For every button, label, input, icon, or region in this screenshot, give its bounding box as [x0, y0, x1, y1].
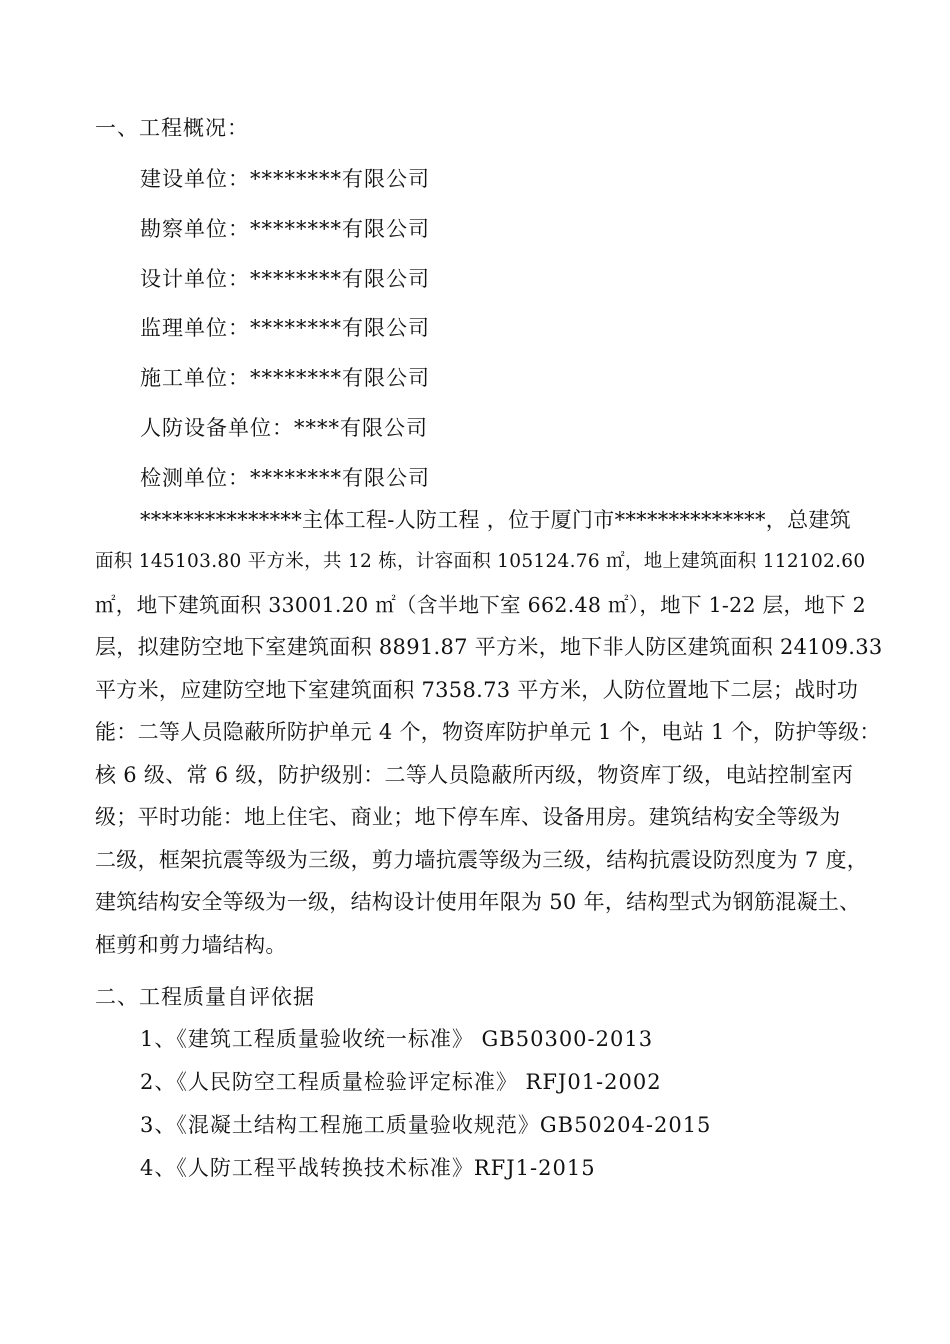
overview-line: 二级，框架抗震等级为三级，剪力墙抗震等级为三级，结构抗震设防烈度为 7 度， [95, 848, 869, 872]
section-heading-quality-basis: 二、工程质量自评依据 [95, 985, 315, 1009]
unit-design: 设计单位：********有限公司 [140, 267, 430, 291]
section-heading-overview: 一、工程概况： [95, 116, 249, 140]
unit-testing: 检测单位：********有限公司 [140, 466, 430, 490]
overview-line: 面积 145103.80 平方米，共 12 栋，计容面积 105124.76 ㎡，地上建筑面积 112102.60 [95, 551, 866, 572]
standard-item: 3、《混凝土结构工程施工质量验收规范》GB50204-2015 [140, 1113, 712, 1137]
overview-line: 平方米，应建防空地下室建筑面积 7358.73 平方米，人防位置地下二层；战时功 [95, 678, 859, 702]
unit-survey: 勘察单位：********有限公司 [140, 217, 430, 241]
overview-line: 核 6 级、常 6 级，防护级别：二等人员隐蔽所丙级，物资库丁级，电站控制室丙 [95, 763, 854, 787]
standard-item: 4、《人防工程平战转换技术标准》RFJ1-2015 [140, 1156, 596, 1180]
overview-line: ***************主体工程-人防工程 ，位于厦门市**************，总建筑 [140, 508, 851, 532]
overview-line: ㎡，地下建筑面积 33001.20 ㎡（含半地下室 662.48 ㎡），地下 1-22 层，地下 2 [95, 593, 867, 617]
unit-builder: 施工单位：********有限公司 [140, 366, 430, 390]
standard-item: 2、《人民防空工程质量检验评定标准》 RFJ01-2002 [140, 1070, 662, 1094]
overview-line: 能：二等人员隐蔽所防护单元 4 个，物资库防护单元 1 个，电站 1 个，防护等级： [95, 720, 881, 744]
unit-civil-defense-equipment: 人防设备单位：****有限公司 [140, 416, 428, 440]
overview-line: 层，拟建防空地下室建筑面积 8891.87 平方米，地下非人防区建筑面积 24109.33 [95, 635, 883, 659]
unit-supervision: 监理单位：********有限公司 [140, 316, 430, 340]
unit-construction: 建设单位：********有限公司 [140, 167, 430, 191]
overview-line: 建筑结构安全等级为一级，结构设计使用年限为 50 年，结构型式为钢筋混凝土、 [95, 890, 861, 914]
overview-line: 框剪和剪力墙结构。 [95, 933, 287, 957]
standard-item: 1、《建筑工程质量验收统一标准》 GB50300-2013 [140, 1027, 654, 1051]
overview-line: 级；平时功能：地上住宅、商业；地下停车库、设备用房。建筑结构安全等级为 [95, 805, 841, 829]
